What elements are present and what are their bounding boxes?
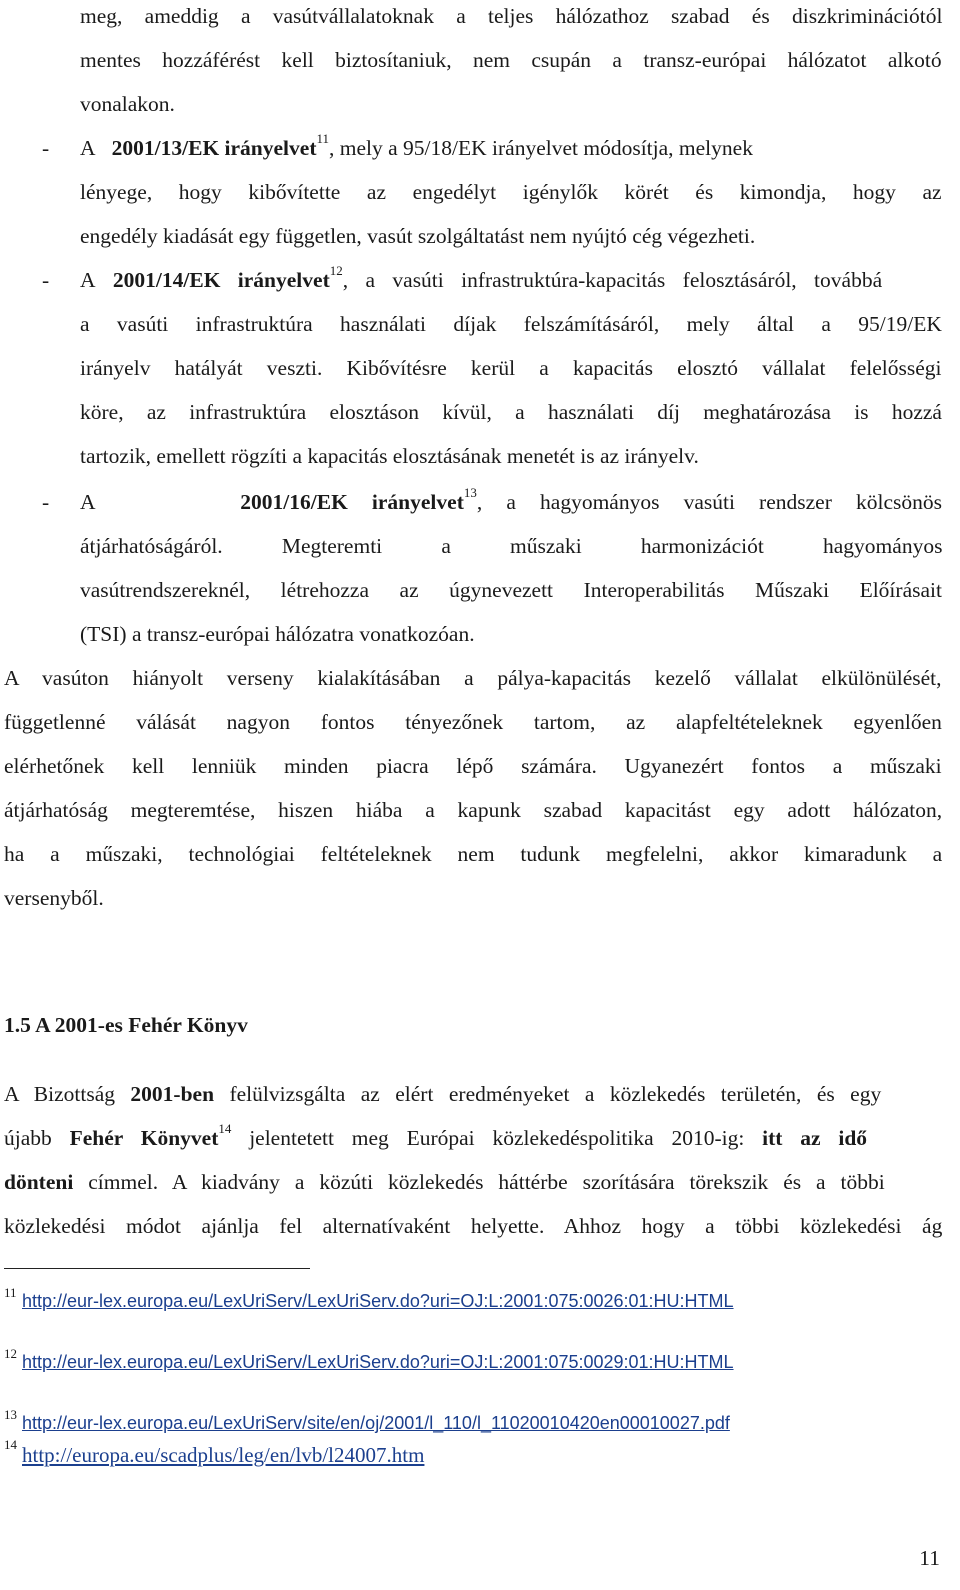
- list-item-line: lényege, hogy kibővítette az engedélyt igénylők körét és kimondja, hogy az: [80, 180, 942, 204]
- paragraph-text: újabb: [4, 1126, 70, 1150]
- footnote-number: 12: [4, 1346, 17, 1361]
- footnote-link[interactable]: http://eur-lex.europa.eu/LexUriServ/LexUriServ.do?uri=OJ:L:2001:075:0029:01:HU:HTML: [22, 1352, 734, 1372]
- list-item-line: átjárhatóságáról. Megteremti a műszaki harmonizációt hagyományos: [80, 534, 943, 558]
- paragraph-text: A Bizottság: [4, 1082, 131, 1106]
- list-item-line: köre, az infrastruktúra elosztáson kívül, a használati díj meghatározása is hozzá: [80, 400, 942, 424]
- footnote-11: [4, 1285, 734, 1312]
- footnote-link[interactable]: http://eur-lex.europa.eu/LexUriServ/site/en/oj/2001/l_110/l_11020010420en00010027.pdf: [22, 1413, 730, 1433]
- list-continuation-line: mentes hozzáférést kell biztosítaniuk, nem csupán a transz-európai hálózatot alkotó: [80, 48, 942, 72]
- paragraph-line: közlekedési módot ajánlja fel alternatívaként helyette. Ahhoz hogy a többi közlekedési ág: [4, 1214, 943, 1238]
- directive-name: 2001/16/EK irányelvet: [240, 490, 464, 514]
- list-item-2001-13: [80, 131, 942, 161]
- list-bullet-dash: -: [42, 136, 50, 160]
- paragraph-line: elérhetőnek kell lenniük minden piacra lépő számára. Ugyanezért fontos a műszaki: [4, 754, 942, 778]
- paragraph-text: címmel. A kiadvány a közúti közlekedés háttérbe szorítására törekszik és a többi: [73, 1170, 885, 1194]
- footnote-13: [4, 1407, 730, 1434]
- list-item-text: , a vasúti infrastruktúra-kapacitás felosztásáról, továbbá: [342, 268, 883, 292]
- page-number: 11: [919, 1546, 940, 1570]
- list-item-2001-16: [80, 485, 942, 515]
- footnote-number: 13: [4, 1407, 17, 1422]
- footnote-ref: 14: [218, 1121, 232, 1136]
- paragraph-line: átjárhatóság megteremtése, hiszen hiába a kapunk szabad kapacitást egy adott hálózaton,: [4, 798, 943, 822]
- list-item-line: tartozik, emellett rögzíti a kapacitás elosztásának menetét is az irányelv.: [80, 444, 699, 468]
- footnote-ref: 13: [463, 485, 477, 500]
- list-item-prefix: A: [80, 136, 96, 160]
- directive-name: 2001/13/EK irányelvet: [111, 136, 317, 160]
- footnote-12: [4, 1346, 734, 1373]
- list-item-2001-14: [80, 263, 883, 293]
- paragraph-line: [4, 1121, 868, 1151]
- footnote-separator: [4, 1268, 310, 1269]
- list-bullet-dash: -: [42, 268, 50, 292]
- list-item-line: irányelv hatályát veszti. Kibővítésre kerül a kapacitás elosztó vállalat felelősségi: [80, 356, 942, 380]
- list-item-line: engedély kiadását egy független, vasút szolgáltatást nem nyújtó cég végezheti.: [80, 224, 756, 248]
- paragraph-line: versenyből.: [4, 886, 104, 910]
- emphasis-year: 2001-ben: [130, 1082, 215, 1106]
- emphasis-title: itt az idő: [762, 1126, 868, 1150]
- emphasis-title: dönteni: [4, 1170, 74, 1194]
- paragraph-text: felülvizsgálta az elért eredményeket a közlekedés területén, és egy: [214, 1082, 882, 1106]
- footnote-link[interactable]: http://europa.eu/scadplus/leg/en/lvb/l24007.htm: [22, 1443, 425, 1467]
- paragraph-line: ha a műszaki, technológiai feltételeknek nem tudunk megfelelni, akkor kimaradunk a: [4, 842, 943, 866]
- footnote-number: 11: [4, 1285, 17, 1300]
- section-heading: 1.5 A 2001-es Fehér Könyv: [4, 1013, 248, 1037]
- paragraph-line: [4, 1082, 881, 1107]
- paragraph-line: [4, 1170, 885, 1195]
- footnote-link[interactable]: http://eur-lex.europa.eu/LexUriServ/LexUriServ.do?uri=OJ:L:2001:075:0026:01:HU:HTML: [22, 1291, 734, 1311]
- list-item-prefix: A: [80, 268, 96, 292]
- emphasis-white-paper: Fehér Könyvet: [69, 1126, 219, 1150]
- paragraph-text: jelentetett meg Európai közlekedéspolitika 2010-ig:: [231, 1126, 763, 1150]
- list-item-text: , mely a 95/18/EK irányelvet módosítja, melynek: [329, 136, 753, 160]
- footnote-ref: 11: [316, 131, 330, 146]
- footnote-14: [4, 1437, 425, 1468]
- list-item-line: vasútrendszereknél, létrehozza az úgynevezett Interoperabilitás Műszaki Előírásait: [80, 578, 942, 602]
- list-item-text: , a hagyományos vasúti rendszer kölcsönös: [476, 490, 942, 514]
- footnote-number: 14: [4, 1437, 17, 1452]
- paragraph-line: A vasúton hiányolt verseny kialakításában a pálya-kapacitás kezelő vállalat elkülönülését,: [4, 666, 942, 690]
- list-continuation-line: vonalakon.: [80, 92, 175, 116]
- list-bullet-dash: -: [42, 490, 50, 514]
- list-item-line: (TSI) a transz-európai hálózatra vonatkozóan.: [80, 622, 475, 646]
- list-item-prefix: A: [80, 490, 96, 514]
- footnote-ref: 12: [329, 263, 343, 278]
- directive-name: 2001/14/EK irányelvet: [112, 268, 330, 292]
- paragraph-line: függetlenné válását nagyon fontos tényezőnek tartom, az alapfeltételeknek egyenlően: [4, 710, 942, 734]
- list-continuation-line: meg, ameddig a vasútvállalatoknak a teljes hálózathoz szabad és diszkriminációtól: [80, 4, 943, 28]
- list-item-line: a vasúti infrastruktúra használati díjak felszámításáról, mely által a 95/19/EK: [80, 312, 942, 336]
